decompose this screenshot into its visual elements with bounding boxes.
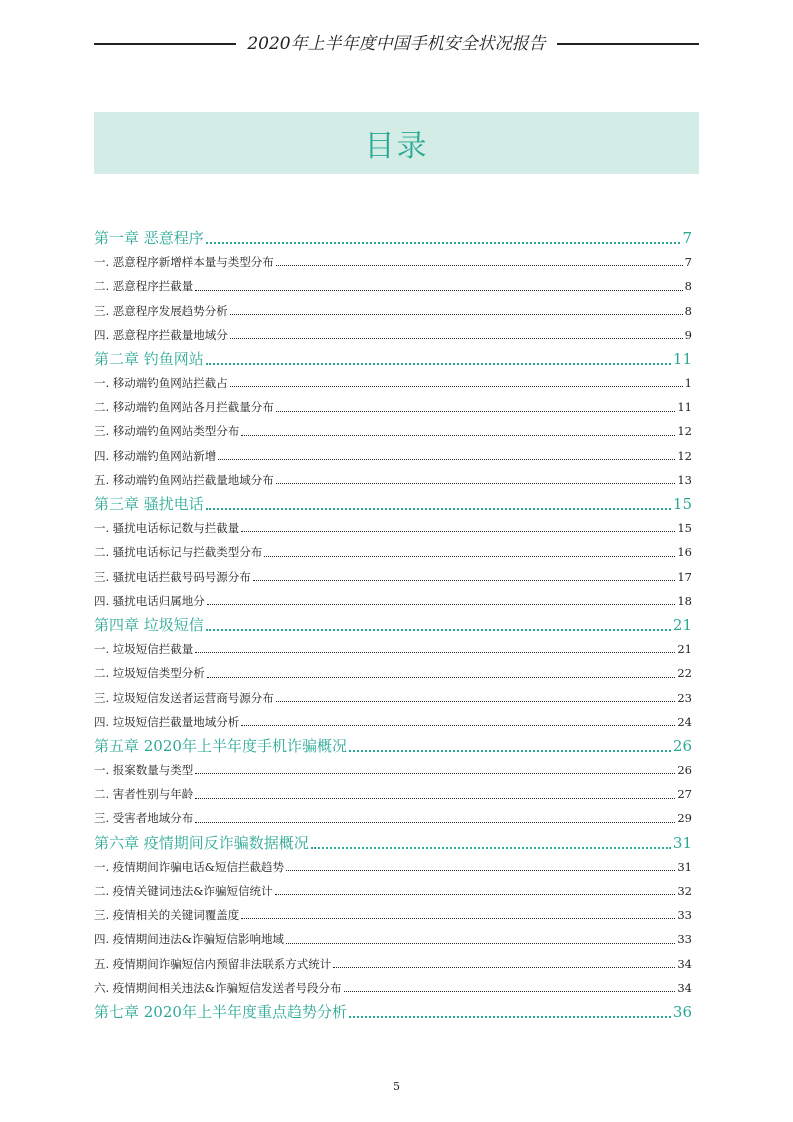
toc-entry-label: 五. 移动端钓鱼网站拦截量地域分布: [94, 472, 274, 487]
dot-leader: [276, 411, 676, 412]
dot-leader: [311, 847, 671, 849]
toc-entry-page: 17: [677, 569, 692, 584]
toc-heading: 目录: [364, 129, 429, 164]
dot-leader: [344, 991, 676, 992]
toc-entry-label: 第七章 2020年上半年度重点趋势分析: [94, 1002, 347, 1021]
toc-entry-label: 第五章 2020年上半年度手机诈骗概况: [94, 736, 347, 755]
toc-entry-label: 六. 疫情期间相关违法&诈骗短信发送者号段分布: [94, 980, 342, 995]
toc-chapter-entry[interactable]: [94, 492, 692, 516]
toc-entry-page: 31: [672, 833, 692, 852]
toc-entry-label: 第二章 钓鱼网站: [94, 349, 204, 368]
toc-entry-page: 7: [682, 228, 692, 247]
dot-leader: [241, 531, 675, 532]
toc-section-entry[interactable]: [94, 903, 692, 927]
toc-entry-page: 15: [672, 495, 692, 514]
toc-section-entry[interactable]: [94, 782, 692, 806]
toc-entry-page: 15: [677, 521, 692, 536]
toc-entry-label: 三. 疫情相关的关键词覆盖度: [94, 908, 240, 923]
dot-leader: [206, 242, 681, 244]
dot-leader: [195, 290, 682, 291]
toc-entry-page: 7: [684, 255, 692, 270]
toc-entry-label: 二. 害者性别与年龄: [94, 787, 194, 802]
dot-leader: [349, 1016, 671, 1018]
dot-leader: [195, 822, 675, 823]
toc-section-entry[interactable]: [94, 371, 692, 395]
toc-chapter-entry[interactable]: [94, 226, 692, 250]
toc-chapter-entry[interactable]: [94, 613, 692, 637]
toc-chapter-entry[interactable]: [94, 347, 692, 371]
toc-section-entry[interactable]: [94, 468, 692, 492]
toc-entry-page: 24: [677, 714, 692, 729]
toc-section-entry[interactable]: [94, 952, 692, 976]
dot-leader: [333, 967, 675, 968]
toc-entry-label: 第四章 垃圾短信: [94, 615, 204, 634]
toc-section-entry[interactable]: [94, 299, 692, 323]
toc-banner: [94, 112, 699, 174]
toc-entry-label: 三. 受害者地域分布: [94, 811, 194, 826]
toc-section-entry[interactable]: [94, 395, 692, 419]
page-number: 5: [393, 1080, 400, 1093]
toc-entry-page: 34: [677, 956, 692, 971]
toc-section-entry[interactable]: [94, 710, 692, 734]
toc-section-entry[interactable]: [94, 976, 692, 1000]
dot-leader: [276, 701, 676, 702]
toc-entry-page: 32: [677, 884, 692, 899]
toc-section-entry[interactable]: [94, 250, 692, 274]
toc-entry-label: 三. 垃圾短信发送者运营商号源分布: [94, 690, 274, 705]
dot-leader: [275, 894, 676, 895]
toc-section-entry[interactable]: [94, 565, 692, 589]
toc-section-entry[interactable]: [94, 589, 692, 613]
dot-leader: [349, 750, 671, 752]
toc-chapter-entry[interactable]: [94, 1000, 692, 1024]
table-of-contents: [94, 226, 692, 1024]
toc-entry-page: 23: [677, 690, 692, 705]
dot-leader: [241, 918, 675, 919]
toc-entry-page: 29: [677, 811, 692, 826]
toc-section-entry[interactable]: [94, 540, 692, 564]
toc-entry-label: 三. 移动端钓鱼网站类型分布: [94, 424, 240, 439]
dot-leader: [276, 265, 683, 266]
toc-section-entry[interactable]: [94, 420, 692, 444]
toc-entry-label: 一. 移动端钓鱼网站拦截占: [94, 376, 228, 391]
toc-entry-page: 26: [677, 763, 692, 778]
header-title: 2020年上半年度中国手机安全状况报告: [247, 34, 546, 54]
toc-entry-page: 12: [677, 448, 692, 463]
toc-entry-label: 四. 移动端钓鱼网站新增: [94, 448, 217, 463]
toc-section-entry[interactable]: [94, 274, 692, 298]
toc-section-entry[interactable]: [94, 686, 692, 710]
toc-entry-label: 一. 疫情期间诈骗电话&短信拦截趋势: [94, 859, 285, 874]
dot-leader: [195, 773, 675, 774]
toc-entry-page: 21: [677, 642, 692, 657]
toc-entry-page: 18: [677, 593, 692, 608]
dot-leader: [230, 386, 683, 387]
dot-leader: [230, 338, 683, 339]
toc-entry-page: 11: [677, 400, 692, 415]
toc-entry-page: 16: [677, 545, 692, 560]
dot-leader: [206, 363, 671, 365]
toc-section-entry[interactable]: [94, 807, 692, 831]
dot-leader: [206, 629, 671, 631]
dot-leader: [276, 483, 676, 484]
toc-entry-label: 二. 骚扰电话标记与拦截类型分布: [94, 545, 263, 560]
toc-entry-label: 四. 垃圾短信拦截量地域分析: [94, 714, 240, 729]
dot-leader: [264, 556, 675, 557]
toc-section-entry[interactable]: [94, 879, 692, 903]
toc-entry-page: 8: [684, 279, 692, 294]
toc-entry-label: 二. 疫情关键词违法&诈骗短信统计: [94, 884, 273, 899]
dot-leader: [207, 604, 676, 605]
toc-entry-page: 21: [672, 615, 692, 634]
toc-entry-page: 22: [677, 666, 692, 681]
toc-entry-page: 33: [677, 932, 692, 947]
toc-section-entry[interactable]: [94, 661, 692, 685]
toc-entry-page: 34: [677, 980, 692, 995]
toc-section-entry[interactable]: [94, 323, 692, 347]
toc-entry-label: 一. 恶意程序新增样本量与类型分布: [94, 255, 274, 270]
toc-entry-page: 36: [672, 1002, 692, 1021]
toc-entry-page: 8: [684, 303, 692, 318]
toc-entry-label: 第六章 疫情期间反诈骗数据概况: [94, 833, 309, 852]
dot-leader: [286, 943, 675, 944]
toc-entry-page: 1: [684, 376, 692, 391]
dot-leader: [195, 652, 675, 653]
dot-leader: [241, 725, 675, 726]
dot-leader: [241, 435, 675, 436]
toc-entry-label: 二. 垃圾短信类型分析: [94, 666, 205, 681]
toc-entry-label: 一. 报案数量与类型: [94, 763, 194, 778]
toc-entry-label: 四. 骚扰电话归属地分: [94, 593, 205, 608]
toc-entry-label: 第三章 骚扰电话: [94, 495, 204, 514]
toc-entry-page: 27: [677, 787, 692, 802]
toc-entry-page: 11: [672, 349, 692, 368]
dot-leader: [218, 459, 675, 460]
dot-leader: [230, 314, 683, 315]
toc-section-entry[interactable]: [94, 758, 692, 782]
toc-entry-page: 13: [677, 472, 692, 487]
toc-chapter-entry[interactable]: [94, 734, 692, 758]
toc-entry-label: 三. 恶意程序发展趋势分析: [94, 303, 228, 318]
toc-section-entry[interactable]: [94, 516, 692, 540]
toc-entry-page: 33: [677, 908, 692, 923]
toc-entry-label: 二. 恶意程序拦截量: [94, 279, 194, 294]
toc-entry-label: 第一章 恶意程序: [94, 228, 204, 247]
toc-entry-label: 一. 垃圾短信拦截量: [94, 642, 194, 657]
toc-entry-label: 二. 移动端钓鱼网站各月拦截量分布: [94, 400, 274, 415]
toc-section-entry[interactable]: [94, 855, 692, 879]
header-rule-right: [557, 43, 699, 45]
toc-entry-label: 四. 恶意程序拦截量地域分: [94, 327, 228, 342]
toc-entry-label: 三. 骚扰电话拦截号码号源分布: [94, 569, 251, 584]
toc-entry-page: 12: [677, 424, 692, 439]
toc-entry-label: 一. 骚扰电话标记数与拦截量: [94, 521, 240, 536]
toc-entry-label: 四. 疫情期间违法&诈骗短信影响地域: [94, 932, 285, 947]
toc-entry-page: 9: [684, 327, 692, 342]
toc-entry-page: 26: [672, 736, 692, 755]
dot-leader: [253, 580, 676, 581]
toc-section-entry[interactable]: [94, 444, 692, 468]
toc-entry-page: 31: [677, 859, 692, 874]
toc-entry-label: 五. 疫情期间诈骗短信内预留非法联系方式统计: [94, 956, 332, 971]
dot-leader: [206, 508, 671, 510]
dot-leader: [286, 870, 675, 871]
toc-section-entry[interactable]: [94, 637, 692, 661]
running-header: [94, 32, 699, 56]
dot-leader: [207, 677, 676, 678]
toc-chapter-entry[interactable]: [94, 831, 692, 855]
toc-section-entry[interactable]: [94, 927, 692, 951]
dot-leader: [195, 798, 675, 799]
